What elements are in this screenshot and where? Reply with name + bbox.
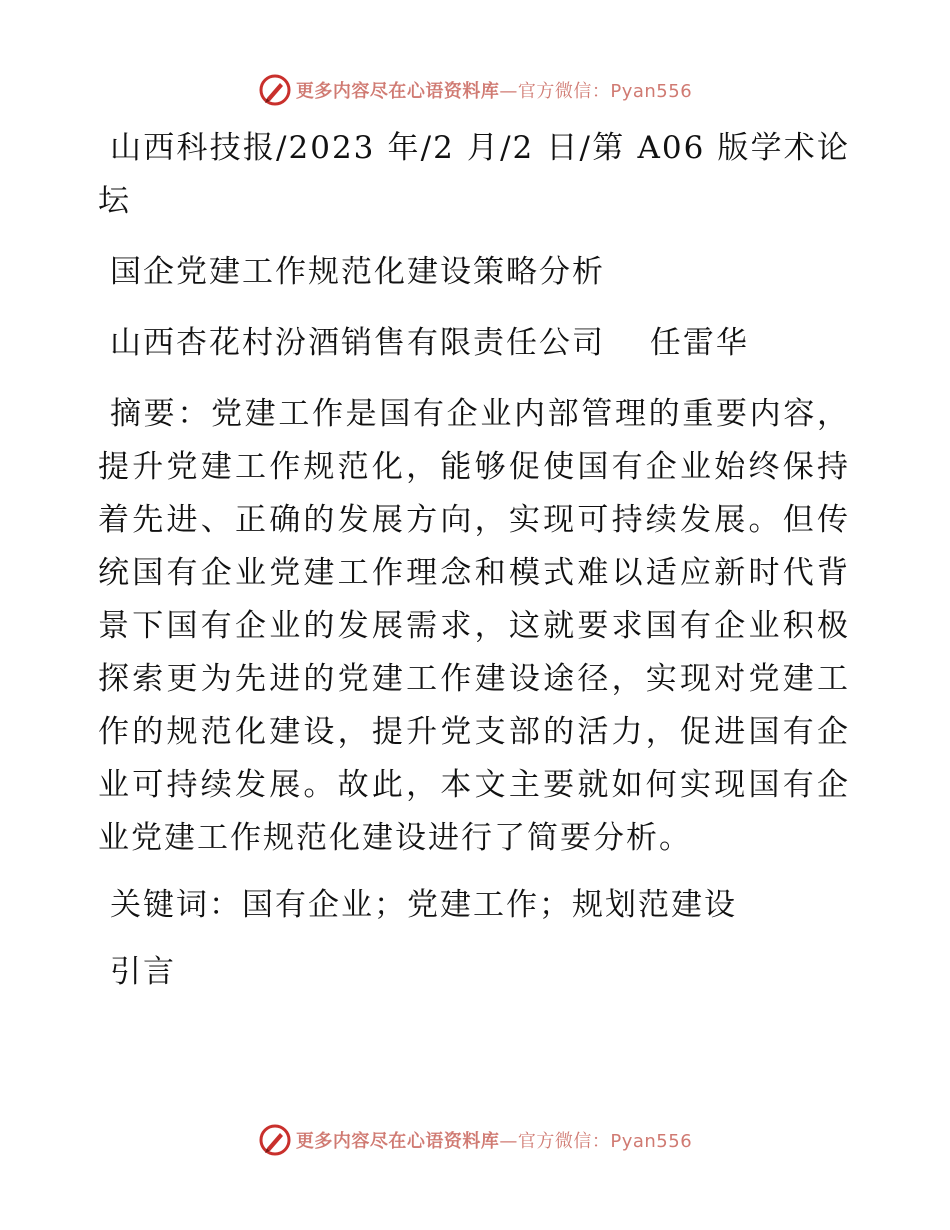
header-slogan: 更多内容尽在心语资料库: [295, 81, 500, 102]
header-separator: —: [499, 81, 518, 102]
pen-logo-icon: [258, 73, 292, 107]
header-official-wechat: 官方微信：Pyan556: [517, 81, 693, 102]
footer-official-wechat: 官方微信：Pyan556: [517, 1131, 693, 1152]
header-watermark-text: [296, 77, 692, 103]
abstract-paragraph: 摘要：党建工作是国有企业内部管理的重要内容，提升党建工作规范化，能够促使国有企业始终保持着先进、正确的发展方向，实现可持续发展。但传统国有企业党建工作理念和模式难以适应新时代背景下国有企业的发展需求，这就要求国有企业积极探索更为先进的党建工作建设途径，实现对党建工作的规范化建设，提升党支部的活力，促进国有企业可持续发展。故此，本文主要就如何实现国有企业党建工作规范化建设进行了简要分析。: [98, 396, 850, 856]
footer-watermark-text: [296, 1127, 692, 1153]
footer-separator: —: [499, 1131, 518, 1152]
footer-slogan: 更多内容尽在心语资料库: [295, 1131, 500, 1152]
section-heading: 引言: [110, 954, 176, 990]
source-line: 山西科技报/2023 年/2 月/2 日/第 A06 版学术论坛: [98, 130, 850, 219]
author-line: 山西杏花村汾酒销售有限责任公司 任雷华: [110, 325, 749, 361]
header-watermark: [0, 70, 950, 110]
article-title: 国企党建工作规范化建设策略分析: [110, 254, 605, 290]
document-body: [98, 122, 850, 999]
footer-watermark: [0, 1120, 950, 1160]
keywords-line: 关键词：国有企业；党建工作；规划范建设: [110, 887, 737, 923]
pen-logo-icon: [258, 1123, 292, 1157]
